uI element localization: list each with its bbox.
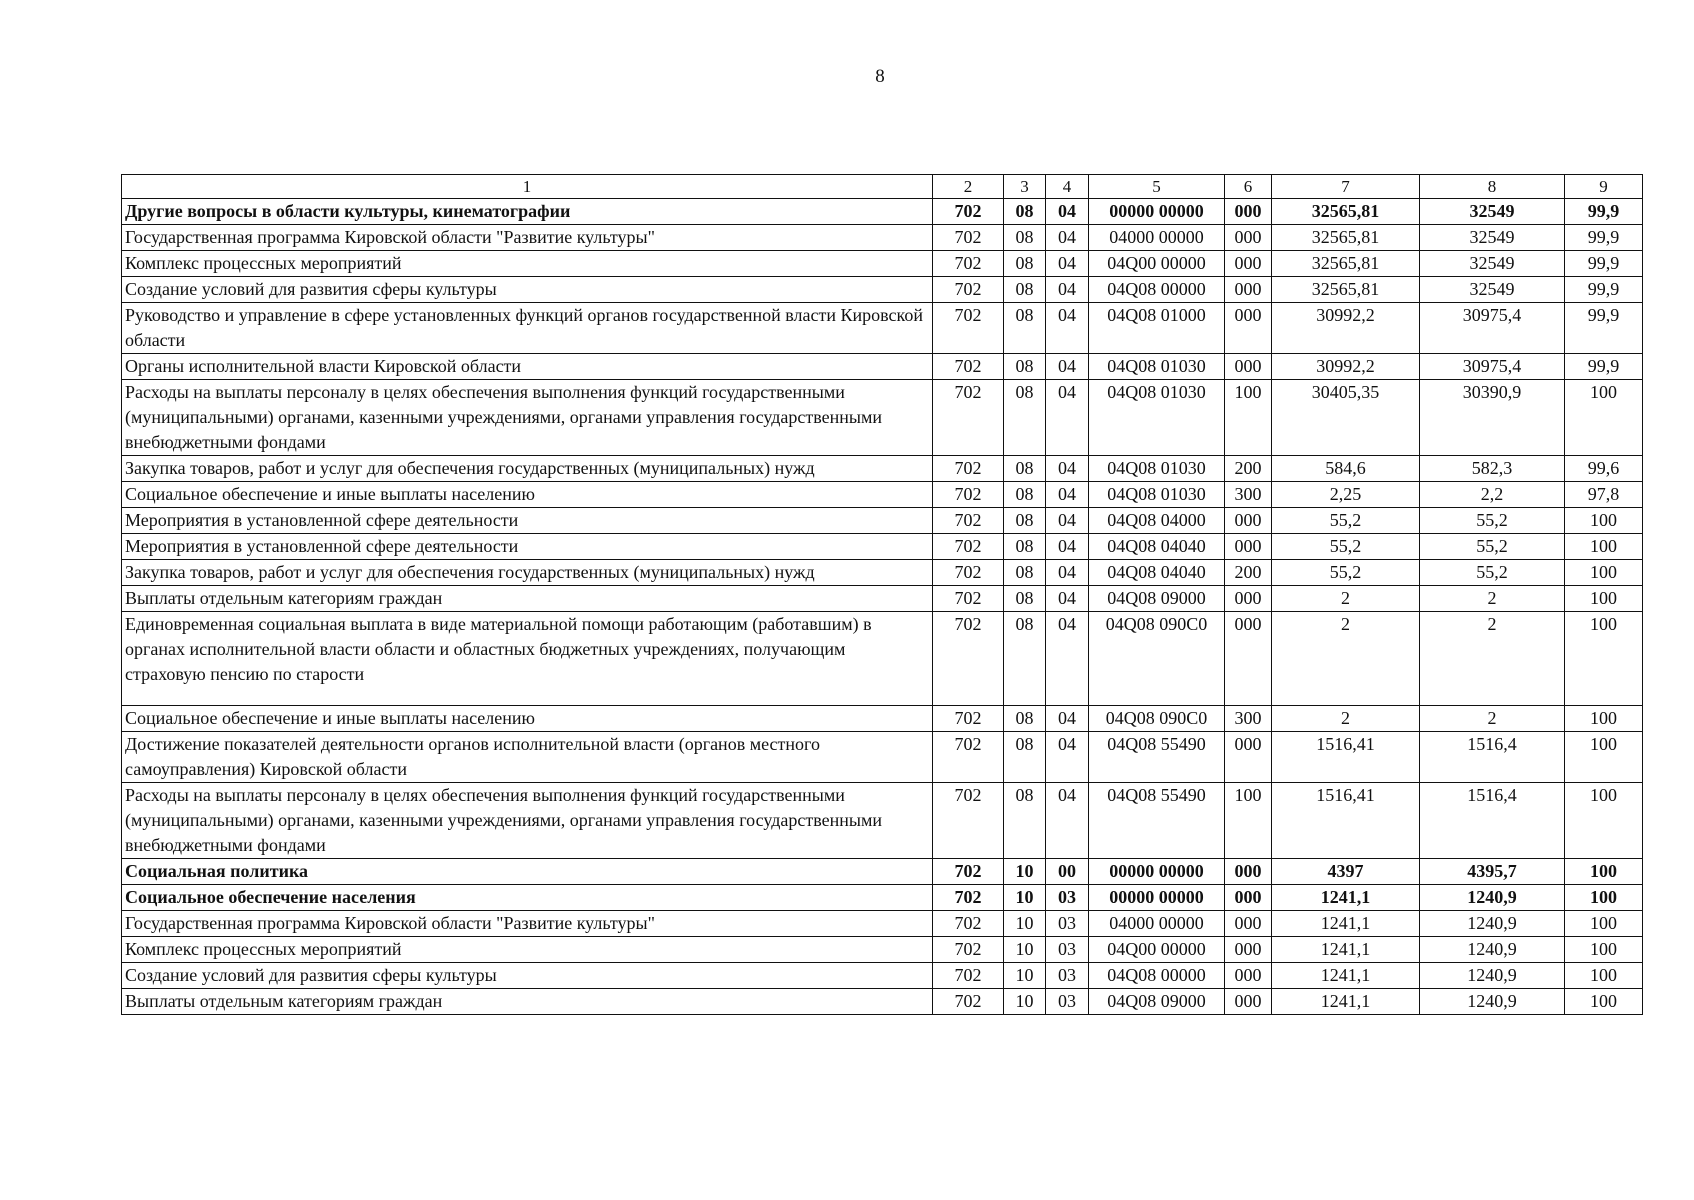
- target-article-cell: 00000 00000: [1089, 885, 1225, 911]
- table-row: [122, 586, 1643, 612]
- target-article-cell: 04Q08 090C0: [1089, 706, 1225, 732]
- expense-type-cell: 000: [1225, 989, 1272, 1015]
- expense-type-cell: 100: [1225, 380, 1272, 456]
- section-code-cell: 08: [1004, 612, 1046, 706]
- budget-table: [121, 174, 1643, 1015]
- execution-percent-cell: 97,8: [1565, 482, 1643, 508]
- table-row: [122, 508, 1643, 534]
- ministry-code-cell: 702: [933, 560, 1004, 586]
- target-article-cell: 04Q08 55490: [1089, 783, 1225, 859]
- section-code-cell: 10: [1004, 885, 1046, 911]
- table-row: [122, 380, 1643, 456]
- section-code-cell: 08: [1004, 783, 1046, 859]
- section-code-cell: 08: [1004, 354, 1046, 380]
- ministry-code-cell: 702: [933, 277, 1004, 303]
- section-code-cell: 10: [1004, 963, 1046, 989]
- target-article-cell: 00000 00000: [1089, 199, 1225, 225]
- expense-type-cell: 000: [1225, 303, 1272, 354]
- target-article-cell: 04000 00000: [1089, 225, 1225, 251]
- planned-amount-cell: 1241,1: [1272, 963, 1420, 989]
- row-name-cell: Социальное обеспечение и иные выплаты населению: [122, 482, 933, 508]
- planned-amount-cell: 32565,81: [1272, 251, 1420, 277]
- section-code-cell: 08: [1004, 560, 1046, 586]
- table-row: [122, 783, 1643, 859]
- planned-amount-cell: 4397: [1272, 859, 1420, 885]
- subsection-code-cell: 04: [1046, 706, 1089, 732]
- subsection-code-cell: 04: [1046, 456, 1089, 482]
- expense-type-cell: 000: [1225, 251, 1272, 277]
- section-code-cell: 08: [1004, 303, 1046, 354]
- ministry-code-cell: 702: [933, 885, 1004, 911]
- subsection-code-cell: 04: [1046, 380, 1089, 456]
- executed-amount-cell: 1240,9: [1420, 937, 1565, 963]
- subsection-code-cell: 04: [1046, 783, 1089, 859]
- executed-amount-cell: 2,2: [1420, 482, 1565, 508]
- ministry-code-cell: 702: [933, 534, 1004, 560]
- table-row: [122, 354, 1643, 380]
- execution-percent-cell: 100: [1565, 508, 1643, 534]
- ministry-code-cell: 702: [933, 937, 1004, 963]
- target-article-cell: 04Q08 01030: [1089, 456, 1225, 482]
- subsection-code-cell: 03: [1046, 937, 1089, 963]
- execution-percent-cell: 99,9: [1565, 225, 1643, 251]
- table-row: [122, 303, 1643, 354]
- execution-percent-cell: 100: [1565, 732, 1643, 783]
- execution-percent-cell: 100: [1565, 859, 1643, 885]
- executed-amount-cell: 1516,4: [1420, 732, 1565, 783]
- subsection-code-cell: 04: [1046, 560, 1089, 586]
- target-article-cell: 04Q08 01030: [1089, 482, 1225, 508]
- ministry-code-cell: 702: [933, 251, 1004, 277]
- execution-percent-cell: 99,9: [1565, 199, 1643, 225]
- planned-amount-cell: 1241,1: [1272, 885, 1420, 911]
- section-code-cell: 10: [1004, 859, 1046, 885]
- expense-type-cell: 000: [1225, 354, 1272, 380]
- executed-amount-cell: 582,3: [1420, 456, 1565, 482]
- row-name-cell: Государственная программа Кировской области "Развитие культуры": [122, 225, 933, 251]
- subsection-code-cell: 03: [1046, 989, 1089, 1015]
- page-number: 8: [875, 66, 885, 87]
- row-name-cell: Создание условий для развития сферы культуры: [122, 963, 933, 989]
- executed-amount-cell: 55,2: [1420, 560, 1565, 586]
- section-code-cell: 10: [1004, 937, 1046, 963]
- ministry-code-cell: 702: [933, 354, 1004, 380]
- planned-amount-cell: 1241,1: [1272, 911, 1420, 937]
- ministry-code-cell: 702: [933, 732, 1004, 783]
- executed-amount-cell: 32549: [1420, 225, 1565, 251]
- table-row: [122, 911, 1643, 937]
- section-code-cell: 08: [1004, 225, 1046, 251]
- ministry-code-cell: 702: [933, 225, 1004, 251]
- ministry-code-cell: 702: [933, 612, 1004, 706]
- execution-percent-cell: 100: [1565, 885, 1643, 911]
- executed-amount-cell: 2: [1420, 612, 1565, 706]
- expense-type-cell: 000: [1225, 963, 1272, 989]
- expense-type-cell: 000: [1225, 225, 1272, 251]
- ministry-code-cell: 702: [933, 963, 1004, 989]
- table-body: [122, 175, 1643, 1015]
- section-code-cell: 08: [1004, 482, 1046, 508]
- ministry-code-cell: 702: [933, 859, 1004, 885]
- table-row: [122, 885, 1643, 911]
- target-article-cell: 04Q08 01030: [1089, 380, 1225, 456]
- section-code-cell: 08: [1004, 456, 1046, 482]
- subsection-code-cell: 04: [1046, 354, 1089, 380]
- table-row: [122, 456, 1643, 482]
- execution-percent-cell: 100: [1565, 534, 1643, 560]
- executed-amount-cell: 55,2: [1420, 508, 1565, 534]
- row-name-cell: Выплаты отдельным категориям граждан: [122, 989, 933, 1015]
- target-article-cell: 04Q00 00000: [1089, 937, 1225, 963]
- execution-percent-cell: 100: [1565, 612, 1643, 706]
- header-cell: 1: [122, 175, 933, 199]
- subsection-code-cell: 04: [1046, 612, 1089, 706]
- executed-amount-cell: 1240,9: [1420, 911, 1565, 937]
- target-article-cell: 04Q08 09000: [1089, 989, 1225, 1015]
- target-article-cell: 04Q08 090C0: [1089, 612, 1225, 706]
- ministry-code-cell: 702: [933, 911, 1004, 937]
- row-name-cell: Расходы на выплаты персоналу в целях обеспечения выполнения функций государственными (муниципальными) органами, казенными учреждениями, органами управления государственными внебюджетными фондами: [122, 783, 933, 859]
- subsection-code-cell: 04: [1046, 199, 1089, 225]
- planned-amount-cell: 30405,35: [1272, 380, 1420, 456]
- subsection-code-cell: 04: [1046, 534, 1089, 560]
- section-code-cell: 10: [1004, 989, 1046, 1015]
- executed-amount-cell: 32549: [1420, 277, 1565, 303]
- subsection-code-cell: 04: [1046, 586, 1089, 612]
- target-article-cell: 04Q00 00000: [1089, 251, 1225, 277]
- expense-type-cell: 000: [1225, 508, 1272, 534]
- section-code-cell: 08: [1004, 586, 1046, 612]
- planned-amount-cell: 55,2: [1272, 534, 1420, 560]
- planned-amount-cell: 1516,41: [1272, 783, 1420, 859]
- row-name-cell: Выплаты отдельным категориям граждан: [122, 586, 933, 612]
- execution-percent-cell: 99,9: [1565, 251, 1643, 277]
- section-code-cell: 08: [1004, 706, 1046, 732]
- target-article-cell: 00000 00000: [1089, 859, 1225, 885]
- planned-amount-cell: 2,25: [1272, 482, 1420, 508]
- row-name-cell: Социальное обеспечение населения: [122, 885, 933, 911]
- section-code-cell: 08: [1004, 534, 1046, 560]
- executed-amount-cell: 30975,4: [1420, 303, 1565, 354]
- header-cell: 6: [1225, 175, 1272, 199]
- expense-type-cell: 200: [1225, 456, 1272, 482]
- execution-percent-cell: 100: [1565, 783, 1643, 859]
- ministry-code-cell: 702: [933, 989, 1004, 1015]
- target-article-cell: 04Q08 55490: [1089, 732, 1225, 783]
- row-name-cell: Закупка товаров, работ и услуг для обеспечения государственных (муниципальных) нужд: [122, 560, 933, 586]
- planned-amount-cell: 584,6: [1272, 456, 1420, 482]
- table-row: [122, 937, 1643, 963]
- execution-percent-cell: 100: [1565, 560, 1643, 586]
- table-row: [122, 199, 1643, 225]
- table-row: [122, 732, 1643, 783]
- subsection-code-cell: 04: [1046, 508, 1089, 534]
- execution-percent-cell: 99,9: [1565, 277, 1643, 303]
- table-row: [122, 989, 1643, 1015]
- executed-amount-cell: 1240,9: [1420, 885, 1565, 911]
- table-row: [122, 251, 1643, 277]
- section-code-cell: 08: [1004, 199, 1046, 225]
- subsection-code-cell: 00: [1046, 859, 1089, 885]
- header-cell: 8: [1420, 175, 1565, 199]
- planned-amount-cell: 55,2: [1272, 560, 1420, 586]
- row-name-cell: Комплекс процессных мероприятий: [122, 251, 933, 277]
- executed-amount-cell: 2: [1420, 586, 1565, 612]
- target-article-cell: 04Q08 01030: [1089, 354, 1225, 380]
- executed-amount-cell: 1240,9: [1420, 963, 1565, 989]
- table-row: [122, 706, 1643, 732]
- expense-type-cell: 000: [1225, 199, 1272, 225]
- subsection-code-cell: 04: [1046, 482, 1089, 508]
- ministry-code-cell: 702: [933, 303, 1004, 354]
- ministry-code-cell: 702: [933, 783, 1004, 859]
- target-article-cell: 04000 00000: [1089, 911, 1225, 937]
- target-article-cell: 04Q08 04040: [1089, 560, 1225, 586]
- planned-amount-cell: 30992,2: [1272, 354, 1420, 380]
- subsection-code-cell: 04: [1046, 732, 1089, 783]
- expense-type-cell: 300: [1225, 482, 1272, 508]
- execution-percent-cell: 100: [1565, 586, 1643, 612]
- target-article-cell: 04Q08 00000: [1089, 277, 1225, 303]
- executed-amount-cell: 30390,9: [1420, 380, 1565, 456]
- target-article-cell: 04Q08 09000: [1089, 586, 1225, 612]
- execution-percent-cell: 100: [1565, 706, 1643, 732]
- planned-amount-cell: 1241,1: [1272, 989, 1420, 1015]
- row-name-cell: Создание условий для развития сферы культуры: [122, 277, 933, 303]
- executed-amount-cell: 55,2: [1420, 534, 1565, 560]
- executed-amount-cell: 1240,9: [1420, 989, 1565, 1015]
- subsection-code-cell: 03: [1046, 911, 1089, 937]
- expense-type-cell: 000: [1225, 612, 1272, 706]
- subsection-code-cell: 04: [1046, 225, 1089, 251]
- ministry-code-cell: 702: [933, 482, 1004, 508]
- planned-amount-cell: 2: [1272, 706, 1420, 732]
- table-row: [122, 859, 1643, 885]
- header-cell: 5: [1089, 175, 1225, 199]
- subsection-code-cell: 03: [1046, 963, 1089, 989]
- section-code-cell: 08: [1004, 732, 1046, 783]
- executed-amount-cell: 4395,7: [1420, 859, 1565, 885]
- execution-percent-cell: 99,6: [1565, 456, 1643, 482]
- executed-amount-cell: 2: [1420, 706, 1565, 732]
- row-name-cell: Расходы на выплаты персоналу в целях обеспечения выполнения функций государственными (муниципальными) органами, казенными учреждениями, органами управления государственными внебюджетными фондами: [122, 380, 933, 456]
- row-name-cell: Государственная программа Кировской области "Развитие культуры": [122, 911, 933, 937]
- target-article-cell: 04Q08 04040: [1089, 534, 1225, 560]
- header-cell: 4: [1046, 175, 1089, 199]
- ministry-code-cell: 702: [933, 199, 1004, 225]
- target-article-cell: 04Q08 00000: [1089, 963, 1225, 989]
- ministry-code-cell: 702: [933, 508, 1004, 534]
- target-article-cell: 04Q08 01000: [1089, 303, 1225, 354]
- table-row: [122, 277, 1643, 303]
- execution-percent-cell: 100: [1565, 989, 1643, 1015]
- execution-percent-cell: 100: [1565, 963, 1643, 989]
- planned-amount-cell: 32565,81: [1272, 199, 1420, 225]
- table-row: [122, 612, 1643, 706]
- expense-type-cell: 000: [1225, 586, 1272, 612]
- execution-percent-cell: 100: [1565, 380, 1643, 456]
- expense-type-cell: 200: [1225, 560, 1272, 586]
- expense-type-cell: 000: [1225, 859, 1272, 885]
- ministry-code-cell: 702: [933, 706, 1004, 732]
- subsection-code-cell: 03: [1046, 885, 1089, 911]
- header-cell: 3: [1004, 175, 1046, 199]
- row-name-cell: Руководство и управление в сфере установленных функций органов государственной власти Кировской области: [122, 303, 933, 354]
- execution-percent-cell: 100: [1565, 937, 1643, 963]
- ministry-code-cell: 702: [933, 586, 1004, 612]
- row-name-cell: Социальное обеспечение и иные выплаты населению: [122, 706, 933, 732]
- subsection-code-cell: 04: [1046, 277, 1089, 303]
- subsection-code-cell: 04: [1046, 303, 1089, 354]
- header-cell: 2: [933, 175, 1004, 199]
- execution-percent-cell: 99,9: [1565, 354, 1643, 380]
- planned-amount-cell: 32565,81: [1272, 277, 1420, 303]
- row-name-cell: Комплекс процессных мероприятий: [122, 937, 933, 963]
- section-code-cell: 08: [1004, 508, 1046, 534]
- table-row: [122, 963, 1643, 989]
- section-code-cell: 08: [1004, 277, 1046, 303]
- expense-type-cell: 000: [1225, 885, 1272, 911]
- table-row: [122, 560, 1643, 586]
- section-code-cell: 10: [1004, 911, 1046, 937]
- row-name-cell: Мероприятия в установленной сфере деятельности: [122, 508, 933, 534]
- expense-type-cell: 000: [1225, 277, 1272, 303]
- row-name-cell: Закупка товаров, работ и услуг для обеспечения государственных (муниципальных) нужд: [122, 456, 933, 482]
- row-name-cell: Органы исполнительной власти Кировской области: [122, 354, 933, 380]
- row-name-cell: Мероприятия в установленной сфере деятельности: [122, 534, 933, 560]
- table-row: [122, 225, 1643, 251]
- subsection-code-cell: 04: [1046, 251, 1089, 277]
- execution-percent-cell: 100: [1565, 911, 1643, 937]
- expense-type-cell: 000: [1225, 911, 1272, 937]
- row-name-cell: Социальная политика: [122, 859, 933, 885]
- executed-amount-cell: 32549: [1420, 199, 1565, 225]
- row-name-cell: Другие вопросы в области культуры, кинематографии: [122, 199, 933, 225]
- expense-type-cell: 000: [1225, 534, 1272, 560]
- table-row: [122, 534, 1643, 560]
- planned-amount-cell: 1516,41: [1272, 732, 1420, 783]
- expense-type-cell: 100: [1225, 783, 1272, 859]
- planned-amount-cell: 32565,81: [1272, 225, 1420, 251]
- row-name-cell: Единовременная социальная выплата в виде материальной помощи работающим (работавшим) в органах исполнительной власти области и областных бюджетных учреждениях, получающим страховую пенсию по старости: [122, 612, 933, 706]
- table-row: [122, 482, 1643, 508]
- expense-type-cell: 000: [1225, 937, 1272, 963]
- target-article-cell: 04Q08 04000: [1089, 508, 1225, 534]
- expense-type-cell: 300: [1225, 706, 1272, 732]
- execution-percent-cell: 99,9: [1565, 303, 1643, 354]
- executed-amount-cell: 1516,4: [1420, 783, 1565, 859]
- section-code-cell: 08: [1004, 251, 1046, 277]
- executed-amount-cell: 32549: [1420, 251, 1565, 277]
- planned-amount-cell: 55,2: [1272, 508, 1420, 534]
- expense-type-cell: 000: [1225, 732, 1272, 783]
- planned-amount-cell: 30992,2: [1272, 303, 1420, 354]
- header-cell: 9: [1565, 175, 1643, 199]
- planned-amount-cell: 2: [1272, 612, 1420, 706]
- section-code-cell: 08: [1004, 380, 1046, 456]
- ministry-code-cell: 702: [933, 456, 1004, 482]
- executed-amount-cell: 30975,4: [1420, 354, 1565, 380]
- planned-amount-cell: 1241,1: [1272, 937, 1420, 963]
- row-name-cell: Достижение показателей деятельности органов исполнительной власти (органов местного самоуправления) Кировской области: [122, 732, 933, 783]
- ministry-code-cell: 702: [933, 380, 1004, 456]
- header-cell: 7: [1272, 175, 1420, 199]
- header-row: [122, 175, 1643, 199]
- planned-amount-cell: 2: [1272, 586, 1420, 612]
